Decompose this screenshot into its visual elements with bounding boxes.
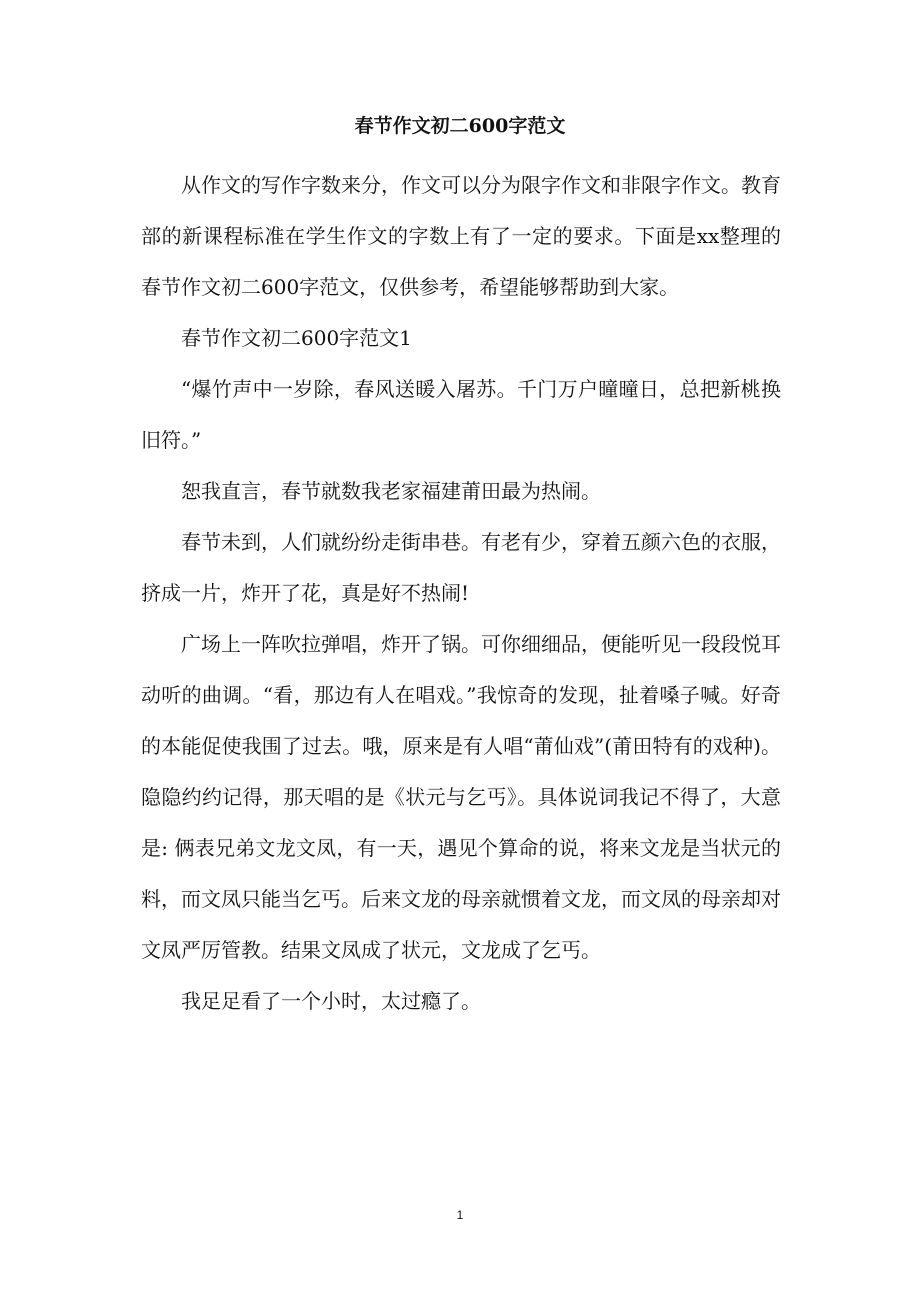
paragraph: 广场上一阵吹拉弹唱，炸开了锅。可你细细品，便能听见一段段悦耳动听的曲调。“看，那边有人在唱戏。”我惊奇的发现，扯着嗓子喊。好奇的本能促使我围了过去。哦，原来是有人唱“莆仙戏”(莆田特有的戏种)。隐隐约约记得，那天唱的是《状元与乞丐》。具体说词我记不得了，大意是: 俩表兄弟文龙文凤，有一天，遇见个算命的说，将来文龙是当状元的料，而文凤只能当乞丐。后来文龙的母亲就惯着文龙，而文凤的母亲却对文凤严厉管教。结果文凤成了状元，文龙成了乞丐。 xyxy=(141,632,781,962)
document-title: 春节作文初二600字范文 xyxy=(354,115,566,137)
paragraph-subtitle: 春节作文初二600字范文1 xyxy=(181,326,412,350)
document-body xyxy=(141,160,781,1027)
paragraph: 恕我直言，春节就数我老家福建莆田最为热闹。 xyxy=(181,479,601,503)
paragraph: 我足足看了一个小时，太过瘾了。 xyxy=(181,989,481,1013)
paragraph: 春节未到，人们就纷纷走街串巷。有老有少，穿着五颜六色的衣服，挤成一片，炸开了花，真是好不热闹! xyxy=(141,530,781,605)
paragraph-intro: 从作文的写作字数来分，作文可以分为限字作文和非限字作文。教育部的新课程标准在学生作文的字数上有了一定的要求。下面是xx整理的春节作文初二600字范文，仅供参考，希望能够帮助到大家。 xyxy=(141,173,781,299)
page-number: 1 xyxy=(456,1208,464,1222)
paragraph-poem: “爆竹声中一岁除，春风送暖入屠苏。千门万户曈曈日，总把新桃换旧符。” xyxy=(141,377,781,452)
